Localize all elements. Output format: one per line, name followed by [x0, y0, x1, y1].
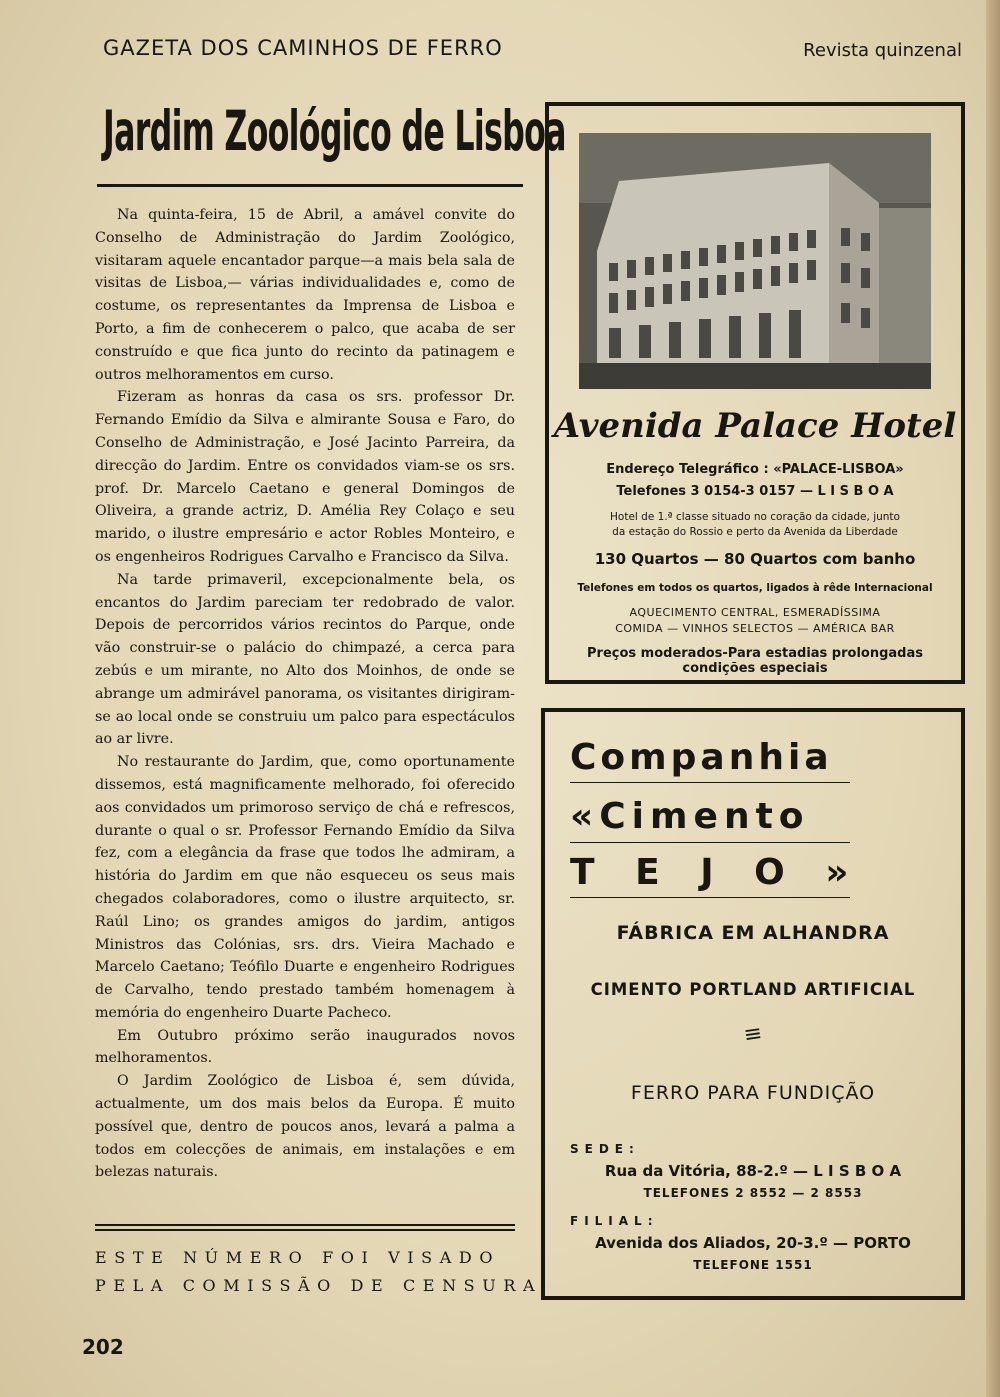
separator-rule	[95, 1224, 515, 1226]
hotel-amenities-line: COMIDA — VINHOS SELECTOS — AMÉRICA BAR	[615, 622, 895, 635]
article-paragraph: No restaurante do Jardim, que, como oportunamente dissemos, está magnificamente melhorado, foi oferecido aos convidados um primoroso serviço de chá e refrescos, durante o qual o sr. Professor Fernando Emídio da Silva fez, com a elegância da frase que todos lhe admiram, a história do Jardim em que não esqueceu os seus mais chegados colaboradores, como o ilustre arquitecto, sr. Raúl Lino; os grandes amigos do jardim, antigos Ministros das Colónias, srs. drs. Vieira Machado e Marcelo Caetano; Teófilo Duarte e engenheiro Rodrigues de Carvalho, tendo prestado também homenagem à memória do engenheiro Duarte Pacheco.	[95, 754, 515, 1021]
hotel-location-line: da estação do Rossio e perto da Avenida da Liberdade	[612, 526, 898, 538]
company-name-rule	[570, 782, 850, 783]
page-number: 202	[82, 1335, 124, 1359]
hotel-phones-note: Telefones em todos os quartos, ligados à rêde Internacional	[577, 582, 933, 594]
article-body	[95, 204, 515, 1184]
hotel-rooms: 130 Quartos — 80 Quartos com banho	[594, 550, 916, 568]
page-edge	[986, 0, 1000, 1397]
publication-subtitle: Revista quinzenal	[803, 40, 962, 61]
hotel-prices: Preços moderados-Para estadias prolongadas condições especiais	[587, 646, 923, 676]
product-line: CIMENTO PORTLAND ARTIFICIAL	[590, 980, 916, 999]
hotel-advertisement	[545, 102, 965, 684]
hotel-photo	[579, 133, 931, 389]
publication-title: GAZETA DOS CAMINHOS DE FERRO	[103, 36, 503, 60]
company-name-line: Companhia	[570, 737, 833, 778]
company-name-line: «Cimento	[570, 796, 810, 837]
company-name-line: T E J O »	[570, 852, 863, 893]
hotel-location-line: Hotel de 1.ª classe situado no coração da cidade, junto	[610, 511, 900, 523]
article-paragraph: Fizeram as honras da casa os srs. professor Dr. Fernando Emídio da Silva e almirante Sousa e Faro, do Conselho de Administração, e José Jacinto Parreira, da direcção do Jardim. Entre os convidados viam-se os srs. prof. Dr. Marcelo Caetano e general Domingos de Oliveira, a grande actriz, D. Amélia Rey Colaço e seu marido, o ilustre empresário e actor Robles Monteiro, e os engenheiros Rodrigues Carvalho e Francisco da Silva.	[95, 389, 515, 565]
hotel-name: Avenida Palace Hotel	[553, 406, 957, 446]
factory-location: FÁBRICA EM ALHANDRA	[616, 922, 890, 944]
article-paragraph: Na tarde primaveril, excepcionalmente bela, os encantos do Jardim pareciam ter redobrado de valor. Depois de percorridos vários recintos do Parque, onde vão construir-se o palácio do chimpazé, a cerca para zebús e um mirante, no Alto dos Moinhos, de onde se abrange um admirável panorama, os visitantes dirigiram-se ao local onde se construiu um palco para espectáculos ao ar livre.	[95, 571, 515, 748]
article-paragraph: Em Outubro próximo serão inaugurados novos melhoramentos.	[95, 1027, 515, 1067]
censorship-notice-line: PELA COMISSÃO DE CENSURA	[95, 1276, 543, 1295]
hotel-phones: Telefones 3 0154-3 0157 — L I S B O A	[616, 484, 894, 499]
article-title: Jardim Zoológico de Lisboa	[103, 100, 566, 164]
hotel-amenities-line: AQUECIMENTO CENTRAL, ESMERADÍSSIMA	[629, 606, 881, 619]
censorship-notice-line: ESTE NÚMERO FOI VISADO	[95, 1248, 501, 1267]
headquarters-phones: TELEFONES 2 8552 — 2 8553	[643, 1186, 863, 1200]
separator-rule	[95, 1229, 515, 1231]
headquarters-label: SEDE:	[570, 1142, 640, 1156]
branch-label: FILIAL:	[570, 1214, 659, 1228]
company-name-rule	[570, 842, 850, 843]
product-line: FERRO PARA FUNDIÇÃO	[630, 1082, 876, 1104]
headquarters-address: Rua da Vitória, 88-2.º — L I S B O A	[604, 1162, 902, 1180]
company-name-rule	[570, 897, 850, 898]
branch-phone: TELEFONE 1551	[693, 1258, 813, 1272]
article-paragraph: O Jardim Zoológico de Lisboa é, sem dúvida, actualmente, um dos mais belos da Europa. É muito possível que, dentro de poucos anos, levará a palma a todos em colecções de animais, em instalações e em belezas naturais.	[95, 1073, 515, 1181]
cement-advertisement	[541, 708, 965, 1300]
hotel-telegraph: Endereço Telegráfico : «PALACE-LISBOA»	[606, 462, 904, 477]
title-rule	[97, 184, 523, 187]
article-paragraph: Na quinta-feira, 15 de Abril, a amável convite do Conselho de Administração do Jardim Zoológico, visitaram aquele encantador parque—a mais bela sala de visitas de Lisboa,— várias individualidades e, como de costume, os representantes da Imprensa de Lisboa e Porto, a fim de conhecerem o palco, que acaba de ser construído e que fica junto do recinto da patinagem e outros melhoramentos em curso.	[95, 207, 515, 383]
separator-mark-icon: ≡	[742, 1020, 764, 1049]
branch-address: Avenida dos Aliados, 20-3.º — PORTO	[595, 1234, 911, 1252]
